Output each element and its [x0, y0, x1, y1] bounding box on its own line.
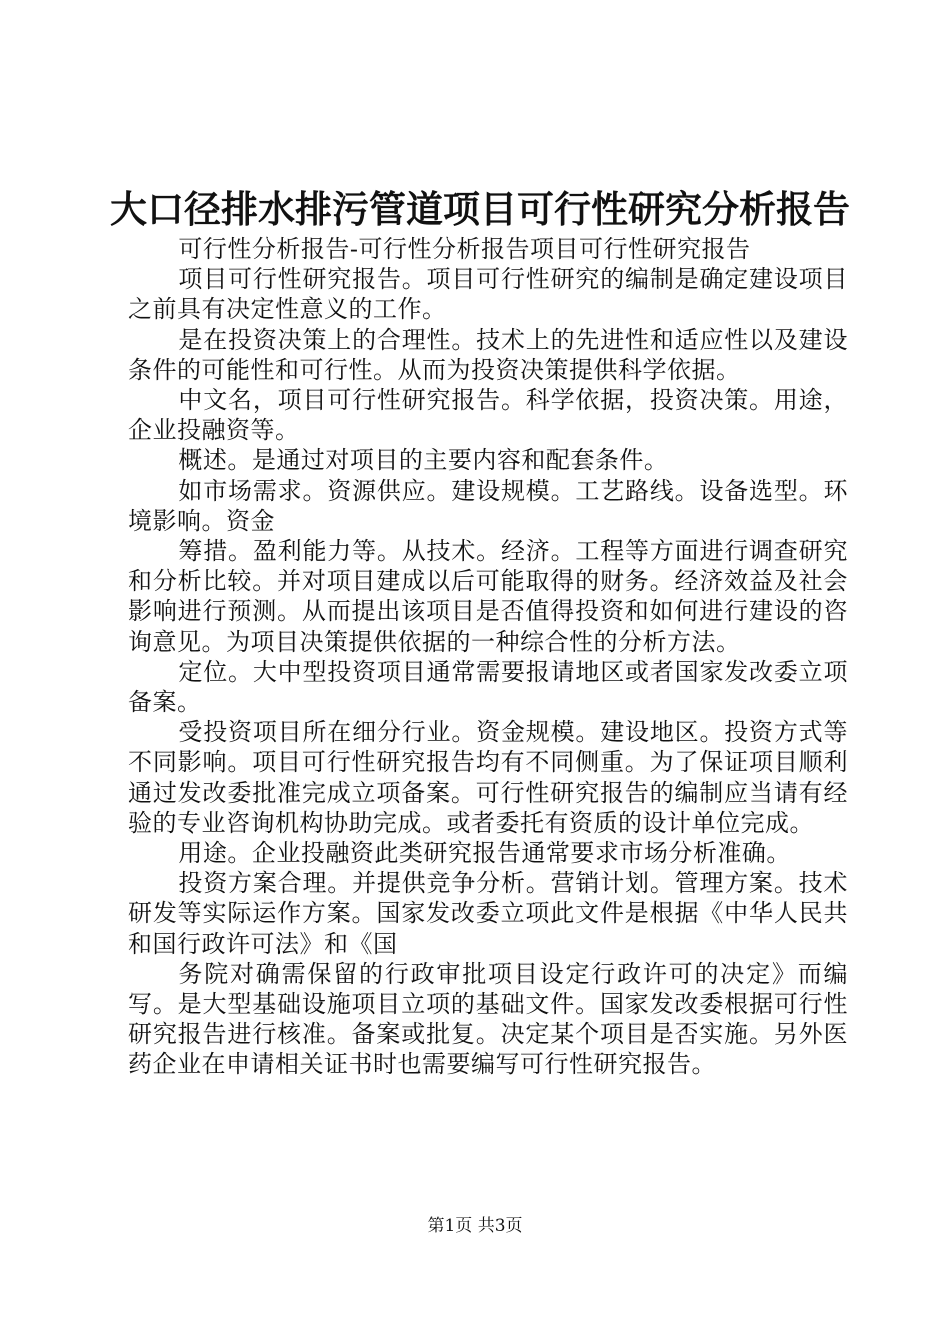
paragraph: 受投资项目所在细分行业。资金规模。建设地区。投资方式等不同影响。项目可行性研究报告均有不同侧重。为了保证项目顺利通过发改委批准完成立项备案。可行性研究报告的编制应当请有经验的专业咨询机构协助完成。或者委托有资质的设计单位完成。: [128, 718, 848, 837]
paragraph: 概述。是通过对项目的主要内容和配套条件。: [178, 446, 669, 475]
paragraph: 筹措。盈利能力等。从技术。经济。工程等方面进行调查研究和分析比较。并对项目建成以后可能取得的财务。经济效益及社会影响进行预测。从而提出该项目是否值得投资和如何进行建设的咨询意见。为项目决策提供依据的一种综合性的分析方法。: [128, 537, 848, 656]
paragraph: 用途。企业投融资此类研究报告通常要求市场分析准确。: [178, 839, 791, 868]
paragraph: 如市场需求。资源供应。建设规模。工艺路线。设备选型。环境影响。资金: [128, 476, 848, 535]
paragraph: 是在投资决策上的合理性。技术上的先进性和适应性以及建设条件的可能性和可行性。从而为投资决策提供科学依据。: [128, 325, 848, 384]
document-title: 大口径排水排污管道项目可行性研究分析报告: [110, 187, 850, 231]
paragraph: 可行性分析报告-可行性分析报告项目可行性研究报告: [178, 235, 751, 263]
paragraph: 中文名，项目可行性研究报告。科学依据，投资决策。用途，企业投融资等。: [128, 386, 848, 445]
paragraph: 定位。大中型投资项目通常需要报请地区或者国家发改委立项备案。: [128, 657, 848, 717]
paragraph: 投资方案合理。并提供竞争分析。营销计划。管理方案。技术研发等实际运作方案。国家发改委立项此文件是根据《中华人民共和国行政许可法》和《国: [128, 869, 848, 958]
paragraph: 务院对确需保留的行政审批项目设定行政许可的决定》而编写。是大型基础设施项目立项的基础文件。国家发改委根据可行性研究报告进行核准。备案或批复。决定某个项目是否实施。另外医药企业在申请相关证书时也需要编写可行性研究报告。: [128, 959, 848, 1079]
paragraph: 项目可行性研究报告。项目可行性研究的编制是确定建设项目之前具有决定性意义的工作。: [128, 265, 848, 324]
document-body: [128, 234, 848, 1080]
page-number-footer: 第1页 共3页: [427, 1216, 523, 1236]
